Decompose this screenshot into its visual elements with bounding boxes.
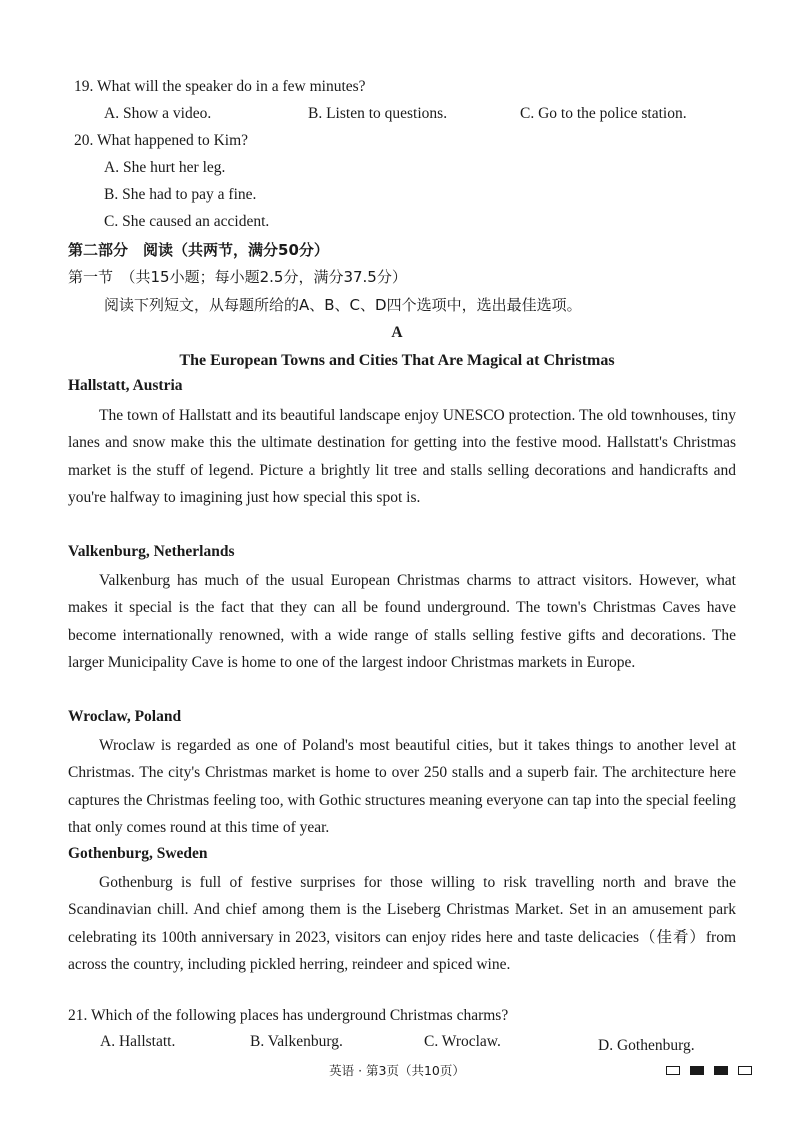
registration-mark-empty [666,1066,680,1075]
question-21-stem: 21. Which of the following places has underground Christmas charms? [68,1007,509,1024]
section-heading-hallstatt: Hallstatt, Austria [68,377,183,394]
q21-option-a: A. Hallstatt. [100,1033,176,1050]
section-1-heading: 第一节 （共15小题；每小题2.5分，满分37.5分） [68,268,407,286]
paragraph-wroclaw: Wroclaw is regarded as one of Poland's most beautiful cities, but it takes things to another level at Christmas. The city's Christmas market is home to over 250 stalls and a superb fair. The architecture here captures the Christmas feeling too, with Gothic structures meaning everyone can tap into the special feeling that only comes round at this time of year. [68,737,737,836]
paragraph-valkenburg: Valkenburg has much of the usual European Christmas charms to attract visitors. However, what makes it special is the fact that they can all be found underground. The town's Christmas Caves have become internationally renowned, with a wide range of stalls selling festive gifts and decorations. The larger Municipality Cave is home to one of the largest indoor Christmas markets in Europe. [68,572,736,671]
section-heading-wroclaw: Wroclaw, Poland [68,708,182,725]
reading-instruction: 阅读下列短文，从每题所给的A、B、C、D四个选项中，选出最佳选项。 [104,296,582,314]
q19-option-a: A. Show a video. [104,105,212,122]
paragraph-hallstatt: The town of Hallstatt and its beautiful landscape enjoy UNESCO protection. The old townhouses, tiny lanes and snow make this the ultimate destination for getting into the festive mood. Hallstatt's Christmas market is the stuff of legend. Picture a brightly lit tree and stalls selling decorations and handicrafts and you're halfway to imagining just how special this spot is. [68,407,736,506]
section-heading-gothenburg: Gothenburg, Sweden [68,845,208,862]
page-footer: 英语 · 第3页（共10页） [329,1063,465,1078]
q19-option-c: C. Go to the police station. [520,105,687,122]
registration-marks [666,1066,752,1075]
part-2-heading: 第二部分 阅读（共两节，满分50分） [68,241,329,259]
registration-mark-filled [690,1066,704,1075]
q20-option-a: A. She hurt her leg. [104,159,226,176]
question-20-stem: 20. What happened to Kim? [74,132,249,149]
passage-letter: A [391,324,403,341]
q20-option-b: B. She had to pay a fine. [104,186,257,203]
passage-title: The European Towns and Cities That Are Magical at Christmas [179,352,615,369]
q21-option-d: D. Gothenburg. [598,1037,695,1054]
q19-option-b: B. Listen to questions. [308,105,448,122]
section-heading-valkenburg: Valkenburg, Netherlands [68,543,235,560]
registration-mark-filled [714,1066,728,1075]
question-19-stem: 19. What will the speaker do in a few minutes? [74,78,366,95]
q20-option-c: C. She caused an accident. [104,213,270,230]
q21-option-c: C. Wroclaw. [424,1033,501,1050]
registration-mark-empty [738,1066,752,1075]
paragraph-gothenburg: Gothenburg is full of festive surprises for those willing to risk travelling north and brave the Scandinavian chill. And chief among them is the Liseberg Christmas Market. Set in an amusement park celebrating its 100th anniversary in 2023, visitors can enjoy rides here and taste delicacies（佳肴）from across the country, including pickled herring, reindeer and spiced wine. [68,874,736,973]
q21-option-b: B. Valkenburg. [250,1033,343,1050]
